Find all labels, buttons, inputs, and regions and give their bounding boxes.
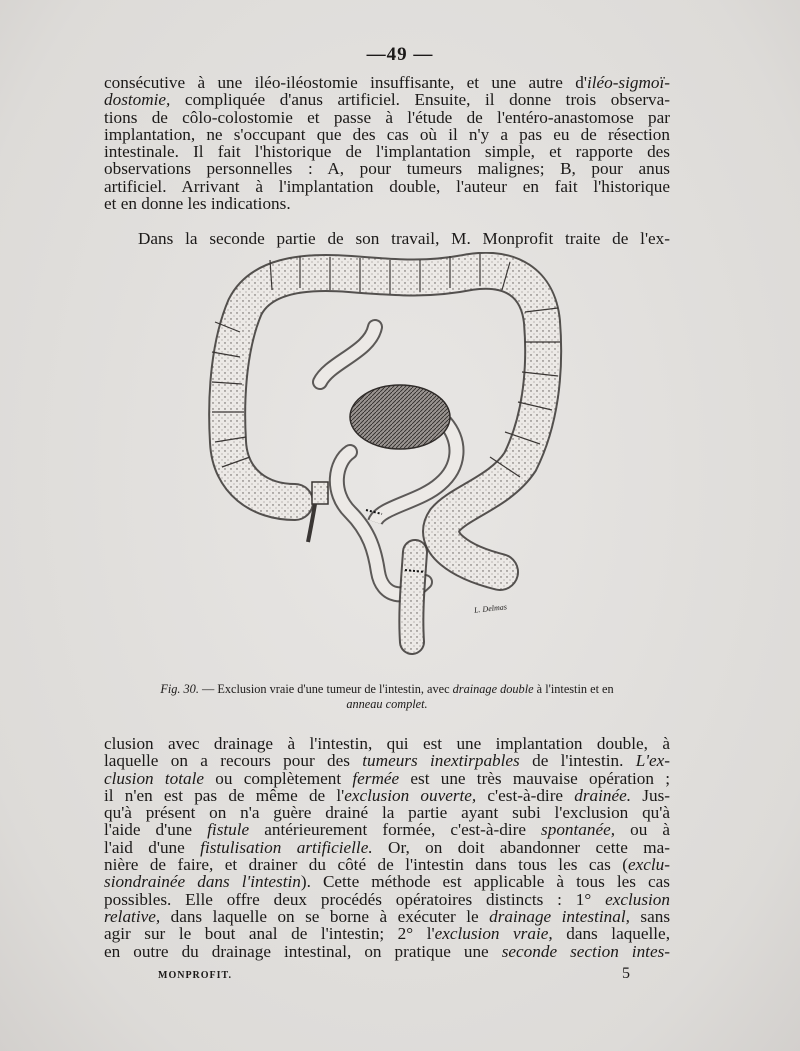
text: possibles. Elle offre deux procédés opératoires distincts : 1° — [104, 889, 606, 909]
text-italic: exclu- — [628, 855, 670, 875]
text-italic: spontanée, — [541, 820, 616, 840]
caption-label: Fig. 30. — [160, 682, 199, 696]
cecum-stub — [312, 482, 328, 504]
text-line: et en donne les indications. — [104, 194, 291, 214]
paragraph-2 — [104, 230, 670, 247]
text-italic: clusion totale — [104, 768, 205, 788]
illustrator-signature: L. Delmas — [473, 602, 508, 615]
footer-author: MONPROFIT. — [158, 970, 232, 981]
text: dans laquelle on se borne à exécuter le — [160, 906, 490, 926]
text-italic: drainage intestinal, — [489, 906, 630, 926]
text: compliquée d'anus artificiel. Ensuite, il donne trois observa- — [170, 90, 670, 110]
text-italic: iléo-sigmoï- — [586, 73, 670, 92]
text: ). Cette méthode est applicable à tous les cas — [300, 872, 670, 892]
text-italic: seconde section intes- — [501, 941, 670, 961]
paragraph-3 — [104, 735, 670, 960]
text: laquelle on a recours pour des — [104, 751, 363, 771]
text-italic: fistule — [207, 820, 250, 840]
text-italic: exclusion ouverte, — [344, 785, 477, 805]
text-line: implantation, ne s'occupant que des cas où il n'y a pas eu de résection — [104, 124, 670, 144]
text-italic: L'ex- — [635, 751, 670, 771]
text: est une très mauvaise opération ; — [399, 768, 670, 788]
text-line: artificiel. Arrivant à l'implantation double, l'auteur en fait l'historique — [104, 176, 670, 196]
text-line: observations personnelles : A, pour tumeurs malignes; B, pour anus — [104, 159, 670, 179]
text: l'aide d'une — [104, 820, 208, 840]
text: agir sur le bout anal de l'intestin; 2° l' — [104, 924, 435, 944]
text-italic: fermée — [352, 768, 400, 788]
paragraph-1 — [104, 74, 670, 212]
text-line: clusion avec drainage à l'intestin, qui est une implantation double, à — [104, 734, 670, 753]
text-line: Dans la seconde partie de son travail, M. Monprofit traite de l'ex- — [138, 229, 670, 248]
caption-italic: drainage double — [452, 682, 534, 696]
text: consécutive à une iléo-iléostomie insuffisante, et une autre d' — [104, 73, 587, 92]
text-line: tions de côlo-colostomie et passe à l'étude de l'entéro-anastomose par — [104, 107, 670, 127]
text-italic: relative, — [104, 906, 161, 926]
text-line: qu'à présent on n'a guère drainé la partie ayant subi l'exclusion qu'à — [104, 803, 670, 823]
text-italic: exclusion vraie, — [434, 924, 553, 944]
text: Jus- — [631, 785, 670, 805]
intestine-illustration — [200, 252, 570, 677]
text-italic: drainée. — [574, 785, 632, 805]
figure-caption — [104, 682, 670, 712]
text: il n'en est pas de même de l' — [104, 785, 345, 805]
text: sans — [629, 906, 671, 926]
caption-italic: anneau complet. — [346, 697, 428, 711]
text: c'est-à-dire — [476, 785, 575, 805]
text-italic: siondrainée dans l'intestin — [104, 872, 301, 892]
page-number: —49 — — [366, 44, 434, 65]
text-italic: tumeurs inextirpables — [362, 751, 520, 771]
text-italic: exclusion — [605, 889, 670, 909]
text: dans laquelle, — [552, 924, 670, 944]
text: nière de faire, et drainer du côté de l'intestin dans tous les cas ( — [104, 855, 629, 875]
caption-text: à l'intestin et en — [533, 682, 614, 696]
text-line: intestinale. Il fait l'historique de l'implantation simple, et rapporte des — [104, 142, 670, 162]
text: ou à — [615, 820, 670, 840]
text-italic: dostomie, — [104, 90, 171, 110]
text: antérieurement formée, c'est-à-dire — [249, 820, 542, 840]
footer-signature-number: 5 — [622, 965, 630, 982]
text: de l'intestin. — [519, 751, 636, 771]
text-italic: fistulisation artificielle. — [200, 837, 373, 857]
tumor-mass — [350, 385, 450, 449]
text: ou complètement — [204, 768, 353, 788]
text: Or, on doit abandonner cette ma- — [372, 837, 670, 857]
caption-text: — Exclusion vraie d'une tumeur de l'intestin, avec — [198, 682, 453, 696]
text: en outre du drainage intestinal, on pratique une — [104, 941, 502, 961]
text: l'aid d'une — [104, 837, 201, 857]
